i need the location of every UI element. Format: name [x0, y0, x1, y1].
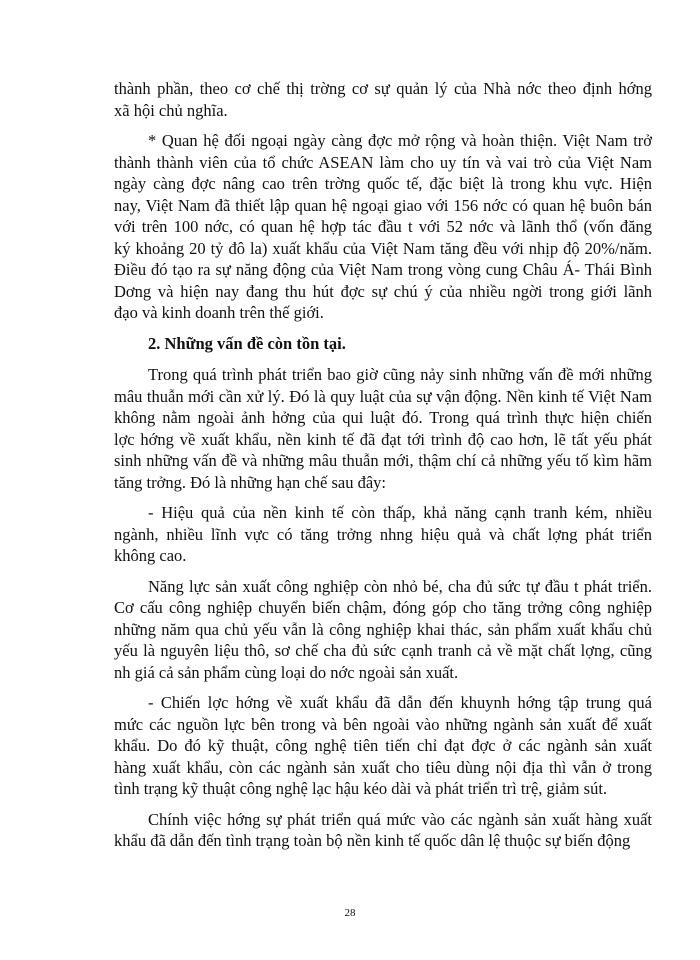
paragraph-line: * Quan hệ đối ngoại ngày càng đợc mở rộng và hoàn thiện. Việt Nam trở: [148, 131, 652, 150]
paragraph-line: nay, Việt Nam đã thiết lập quan hệ ngoại giao với 156 nớc có quan hệ buôn bán: [114, 195, 652, 215]
paragraph-line: mâu thuẫn mới cần xử lý. Đó là quy luật của sự vận động. Nền kinh tế Việt Nam: [114, 386, 652, 406]
paragraph-line: mức các nguồn lực bên trong và bên ngoài vào những ngành sản xuất để xuất: [114, 714, 652, 734]
paragraph-line: với trên 100 nớc, có quan hệ hợp tác đầu t với 52 nớc và lãnh thổ (vốn đăng: [114, 217, 652, 236]
paragraph: [114, 78, 652, 121]
paragraph: [114, 364, 652, 493]
paragraph-line: khẩu đã dẫn đến tình trạng toàn bộ nền kinh tế quốc dân lệ thuộc sự biến động: [114, 831, 631, 850]
paragraph: [114, 809, 652, 852]
paragraph-line: ngày càng đợc nâng cao trên trờng quốc tế, đặc biệt là trong khu vực. Hiện: [114, 174, 652, 193]
paragraph-line: không cao.: [114, 546, 187, 565]
paragraph: [114, 130, 652, 324]
paragraph-line: Điều đó tạo ra sự năng động của Việt Nam trong vòng cung Châu Á- Thái Bình: [114, 260, 652, 279]
page-number: 28: [344, 907, 356, 919]
paragraph-line: Năng lực sản xuất công nghiệp còn nhỏ bé, cha đủ sức tự đầu t phát triển.: [148, 576, 652, 596]
paragraph-line: thành thành viên của tổ chức ASEAN làm cho uy tín và vai trò của Việt Nam: [114, 152, 652, 172]
paragraph-line: Trong quá trình phát triển bao giờ cũng nảy sinh những vấn đề mới những: [148, 365, 652, 384]
paragraph-line: hàng xuất khẩu, còn các ngành sản xuất cho tiêu dùng nội địa thì vẫn ở trong: [114, 757, 652, 777]
paragraph-line: tăng trởng. Đó là những hạn chế sau đây:: [114, 472, 386, 492]
paragraph-line: - Hiệu quả của nền kinh tế còn thấp, khả năng cạnh tranh kém, nhiều: [148, 503, 652, 522]
paragraph: [114, 502, 652, 567]
paragraph-line: Dơng và hiện nay đang thu hút đợc sự chú ý của nhiều ngời trong giới lãnh: [114, 281, 652, 301]
paragraph-line: Chính việc hớng sự phát triển quá mức vào các ngành sản xuất hàng xuất: [148, 809, 652, 829]
paragraph-line: thành phần, theo cơ chế thị trờng cơ sự quản lý của Nhà nớc theo định hớng: [114, 79, 652, 98]
paragraph-line: Cơ cấu công nghiệp chuyển biến chậm, đóng góp cho tăng trởng công nghiệp: [114, 598, 652, 617]
paragraph-line: những năm qua chủ yếu vẫn là công nghiệp khai thác, sản phẩm xuất khẩu chủ: [114, 619, 652, 639]
paragraph-line: khẩu. Do đó kỹ thuật, công nghệ tiên tiến chỉ đạt đợc ở các ngành sản xuất: [114, 736, 652, 755]
paragraph: [114, 576, 652, 684]
paragraph-line: không nằm ngoài ảnh hởng của qui luật đó. Trong quá trình thực hiện chiến: [114, 408, 652, 427]
paragraph: [114, 692, 652, 800]
paragraph-line: lợc hớng về xuất khẩu, nền kinh tế đã đạt tới trình độ cao hơn, lẽ tất yếu phát: [114, 429, 652, 449]
section-heading: 2. Những vấn đề còn tồn tại.: [148, 333, 346, 353]
paragraph-line: sinh những vấn đề và những mâu thuẫn mới, thậm chí cả những yếu tố kìm hãm: [114, 451, 652, 470]
paragraph-line: yếu là nguyên liệu thô, sơ chế cha đủ sức cạnh tranh cả về mặt chất lợng, cũng: [114, 641, 652, 660]
document-body: [114, 78, 652, 861]
paragraph-line: xã hội chủ nghĩa.: [114, 100, 228, 120]
paragraph-line: - Chiến lợc hớng về xuất khẩu đã dẫn đến khuynh hớng tập trung quá: [148, 693, 652, 712]
paragraph-line: nh giá cả sản phẩm cùng loại do nớc ngoài sản xuất.: [114, 662, 459, 682]
paragraph-line: tình trạng kỹ thuật công nghệ lạc hậu kéo dài và phát triển trì trệ, giảm sút.: [114, 779, 608, 798]
paragraph-line: ngành, nhiều lĩnh vực có tăng trởng nhng hiệu quả và chất lợng phát triển: [114, 524, 652, 544]
paragraph-line: đạo và kinh doanh trên thế giới.: [114, 303, 324, 322]
paragraph-line: ký khoảng 20 tỷ đô la) xuất khẩu của Việt Nam tăng đều với nhịp độ 20%/năm.: [114, 238, 652, 258]
